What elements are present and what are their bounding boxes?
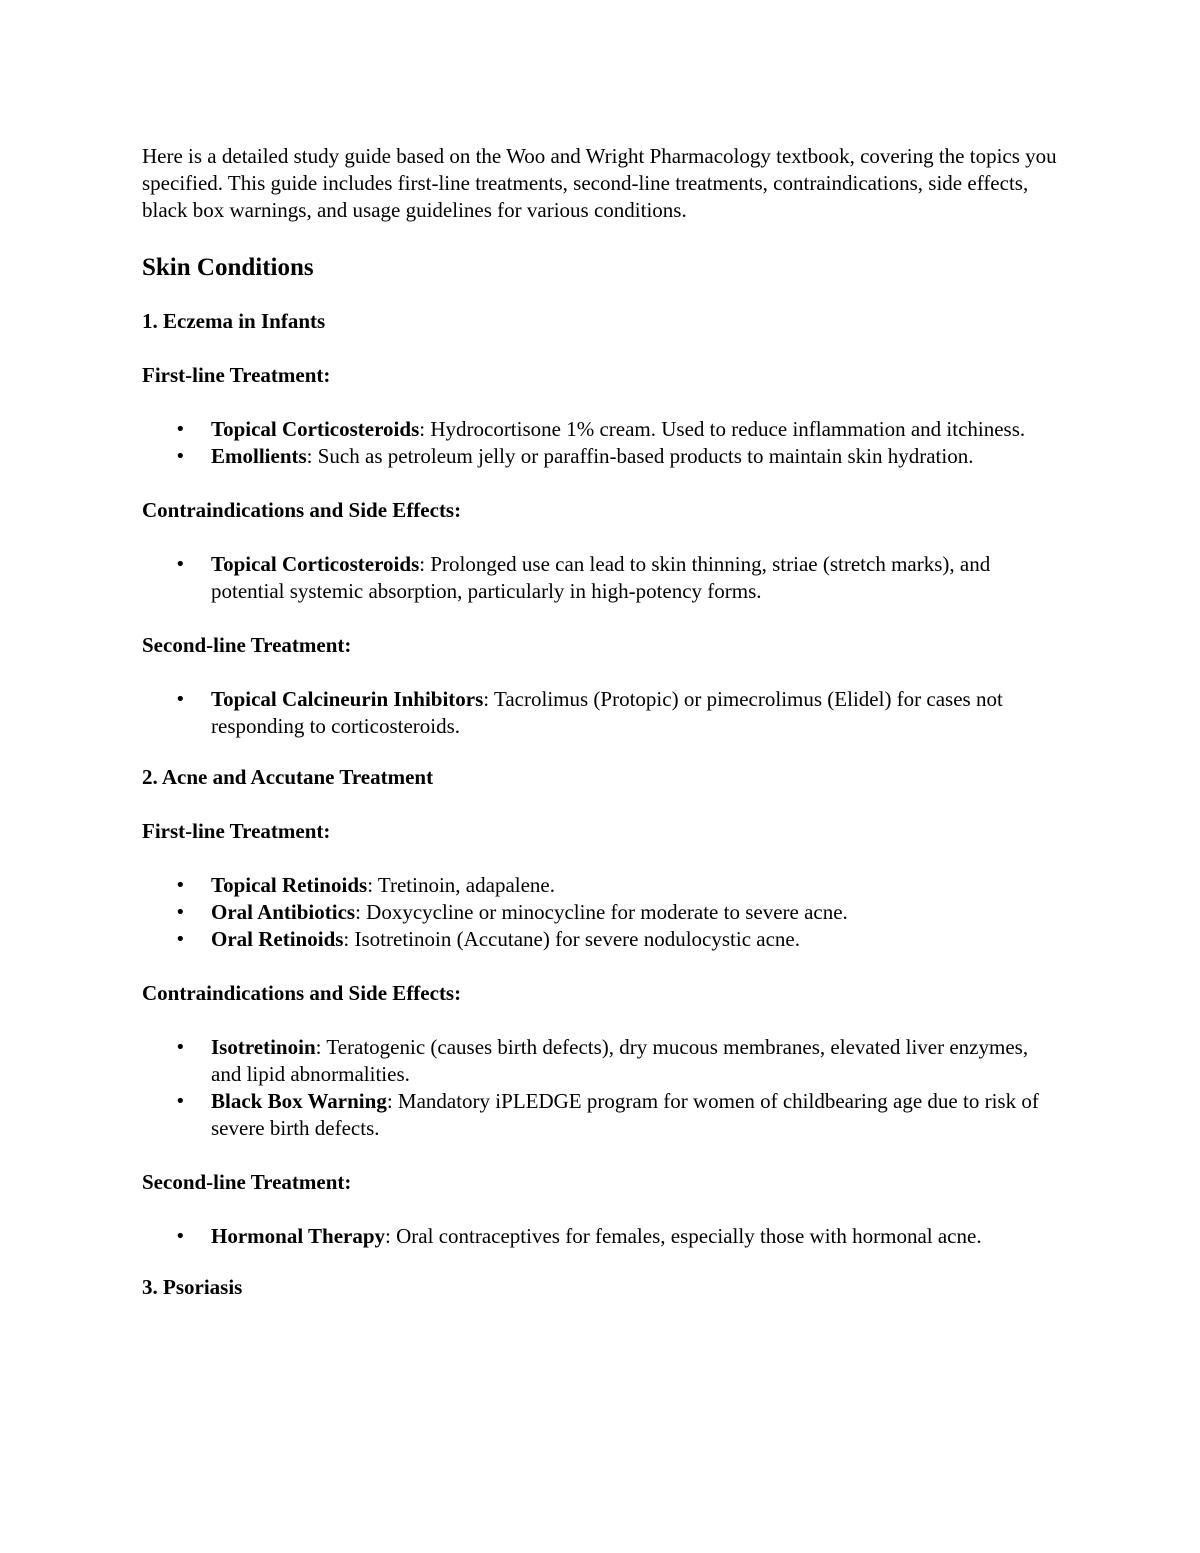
list-item — [211, 416, 1057, 443]
bullet-list — [142, 686, 1057, 740]
item-term: Topical Calcineurin Inhibitors — [211, 687, 484, 711]
item-term: Oral Retinoids — [211, 927, 344, 951]
item-description: : Isotretinoin (Accutane) for severe nodulocystic acne. — [343, 927, 800, 951]
bullet-list — [142, 551, 1057, 605]
list-item — [211, 872, 1057, 899]
list-item — [211, 443, 1057, 470]
item-description: : Such as petroleum jelly or paraffin-based products to maintain skin hydration. — [306, 444, 974, 468]
item-description: : Tacrolimus (Protopic) or pimecrolimus (Elidel) for cases not responding to corticosteroids. — [211, 687, 1003, 738]
item-term: Topical Retinoids — [211, 873, 368, 897]
section-heading: Skin Conditions — [142, 254, 314, 281]
item-description: : Oral contraceptives for females, especially those with hormonal acne. — [385, 1224, 982, 1248]
bullet-list — [142, 416, 1057, 470]
topics-container — [142, 308, 1057, 1301]
list-item — [211, 926, 1057, 953]
item-description: : Hydrocortisone 1% cream. Used to reduce inflammation and itchiness. — [419, 417, 1026, 441]
item-term: Oral Antibiotics — [211, 900, 356, 924]
bullet-list — [142, 1034, 1057, 1142]
topic-heading: 1. Eczema in Infants — [142, 309, 326, 333]
intro-paragraph: Here is a detailed study guide based on the Woo and Wright Pharmacology textbook, covering the topics you specified. This guide includes first-line treatments, second-line treatments, contraindications, side effects, black box warnings, and usage guidelines for various conditions. — [142, 144, 1057, 222]
item-description: : Mandatory iPLEDGE program for women of childbearing age due to risk of severe birth defects. — [211, 1089, 1039, 1140]
list-item — [211, 551, 1057, 605]
list-item — [211, 1223, 1057, 1250]
topic-heading: 2. Acne and Accutane Treatment — [142, 765, 434, 789]
list-item — [211, 1034, 1057, 1088]
document-page — [142, 143, 1057, 1301]
item-term: Emollients — [211, 444, 307, 468]
bullet-list — [142, 872, 1057, 953]
item-term: Isotretinoin — [211, 1035, 316, 1059]
subsection-heading: Second-line Treatment: — [142, 633, 352, 657]
item-term: Black Box Warning — [211, 1089, 387, 1113]
item-description: : Teratogenic (causes birth defects), dry mucous membranes, elevated liver enzymes, and lipid abnormalities. — [211, 1035, 1029, 1086]
list-item — [211, 899, 1057, 926]
item-term: Topical Corticosteroids — [211, 552, 420, 576]
subsection-heading: First-line Treatment: — [142, 363, 331, 387]
item-term: Hormonal Therapy — [211, 1224, 386, 1248]
item-description: : Tretinoin, adapalene. — [367, 873, 555, 897]
topic-heading: 3. Psoriasis — [142, 1275, 243, 1299]
subsection-heading: First-line Treatment: — [142, 819, 331, 843]
subsection-heading: Second-line Treatment: — [142, 1170, 352, 1194]
item-description: : Doxycycline or minocycline for moderate to severe acne. — [355, 900, 848, 924]
subsection-heading: Contraindications and Side Effects: — [142, 498, 462, 522]
subsection-heading: Contraindications and Side Effects: — [142, 981, 462, 1005]
item-term: Topical Corticosteroids — [211, 417, 420, 441]
bullet-list — [142, 1223, 1057, 1250]
list-item — [211, 1088, 1057, 1142]
item-description: : Prolonged use can lead to skin thinning, striae (stretch marks), and potential systemic absorption, particularly in high-potency forms. — [211, 552, 991, 603]
list-item — [211, 686, 1057, 740]
